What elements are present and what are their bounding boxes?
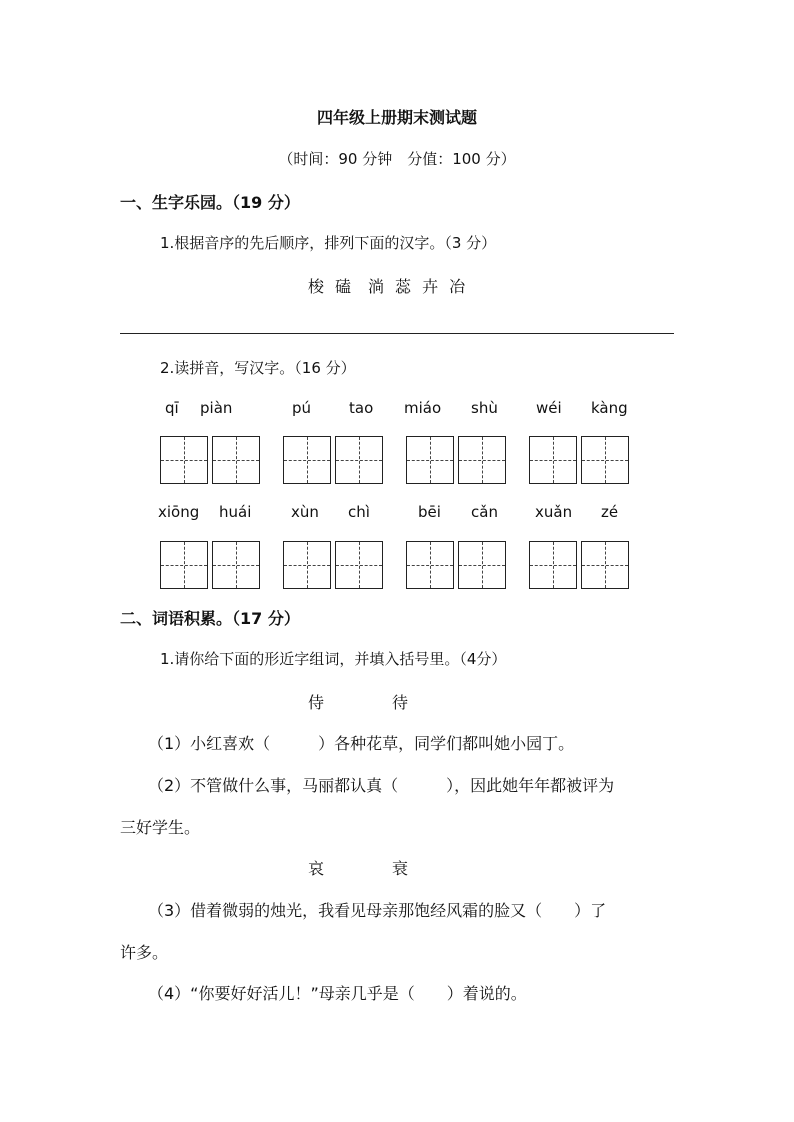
writing-box[interactable] bbox=[160, 436, 208, 484]
writing-box[interactable] bbox=[283, 436, 331, 484]
pinyin: xuǎn bbox=[535, 503, 573, 521]
char: 淌 bbox=[368, 277, 386, 296]
pinyin: zé bbox=[601, 503, 619, 521]
sort-chars bbox=[308, 274, 476, 297]
writing-box[interactable] bbox=[529, 541, 577, 589]
page-title: 四年级上册期末测试题 bbox=[316, 108, 477, 127]
pinyin: xùn bbox=[291, 503, 319, 521]
char: 卉 bbox=[422, 277, 440, 296]
answer-line[interactable] bbox=[120, 333, 674, 334]
sentence-2-cont: 三好学生。 bbox=[120, 818, 201, 837]
char-pair-item: 衰 bbox=[392, 859, 409, 878]
char-pair-item: 待 bbox=[392, 693, 409, 712]
pinyin: shù bbox=[471, 399, 498, 417]
char: 梭 bbox=[308, 277, 326, 296]
char: 蕊 bbox=[395, 277, 413, 296]
writing-box[interactable] bbox=[581, 436, 629, 484]
writing-box[interactable] bbox=[335, 541, 383, 589]
pinyin: tao bbox=[349, 399, 374, 417]
char-pair-item: 侍 bbox=[308, 693, 325, 712]
writing-box[interactable] bbox=[406, 436, 454, 484]
writing-box[interactable] bbox=[581, 541, 629, 589]
writing-box[interactable] bbox=[458, 436, 506, 484]
char-pair-item: 哀 bbox=[308, 859, 325, 878]
section2-heading: 二、词语积累。（17 分） bbox=[120, 609, 300, 628]
section2-q1-text: 1.请你给下面的形近字组词，并填入括号里。（4分） bbox=[160, 650, 507, 668]
page-subtitle: （时间：90 分钟 分值：100 分） bbox=[278, 150, 516, 168]
sentence-2: （2）不管做什么事，马丽都认真（ ），因此她年年都被评为 bbox=[148, 776, 615, 795]
pinyin: chì bbox=[348, 503, 370, 521]
writing-box[interactable] bbox=[529, 436, 577, 484]
pinyin: xiōng bbox=[158, 503, 200, 521]
pinyin: piàn bbox=[200, 399, 233, 417]
pinyin: pú bbox=[292, 399, 312, 417]
writing-box[interactable] bbox=[212, 436, 260, 484]
sentence-4: （4）“你要好好活儿！”母亲几乎是（ ）着说的。 bbox=[148, 984, 527, 1003]
sentence-3-cont: 许多。 bbox=[120, 943, 169, 962]
sentence-3: （3）借着微弱的烛光，我看见母亲那饱经风霜的脸又（ ）了 bbox=[148, 901, 607, 920]
char: 磕 bbox=[335, 277, 353, 296]
section1-heading: 一、生字乐园。（19 分） bbox=[120, 193, 300, 212]
pinyin: qī bbox=[165, 399, 179, 417]
pinyin: cǎn bbox=[471, 503, 498, 521]
writing-box[interactable] bbox=[160, 541, 208, 589]
section1-q1-text: 1.根据音序的先后顺序，排列下面的汉字。（3 分） bbox=[160, 234, 497, 252]
sentence-1: （1）小红喜欢（ ）各种花草，同学们都叫她小园丁。 bbox=[148, 734, 575, 753]
writing-box[interactable] bbox=[406, 541, 454, 589]
writing-box[interactable] bbox=[458, 541, 506, 589]
pinyin: bēi bbox=[418, 503, 441, 521]
pinyin: miáo bbox=[404, 399, 442, 417]
writing-box[interactable] bbox=[335, 436, 383, 484]
section1-q2-text: 2.读拼音，写汉字。（16 分） bbox=[160, 359, 356, 377]
char: 冶 bbox=[449, 277, 467, 296]
pinyin: huái bbox=[219, 503, 252, 521]
writing-box[interactable] bbox=[212, 541, 260, 589]
pinyin: wéi bbox=[536, 399, 562, 417]
pinyin: kàng bbox=[591, 399, 628, 417]
writing-box[interactable] bbox=[283, 541, 331, 589]
